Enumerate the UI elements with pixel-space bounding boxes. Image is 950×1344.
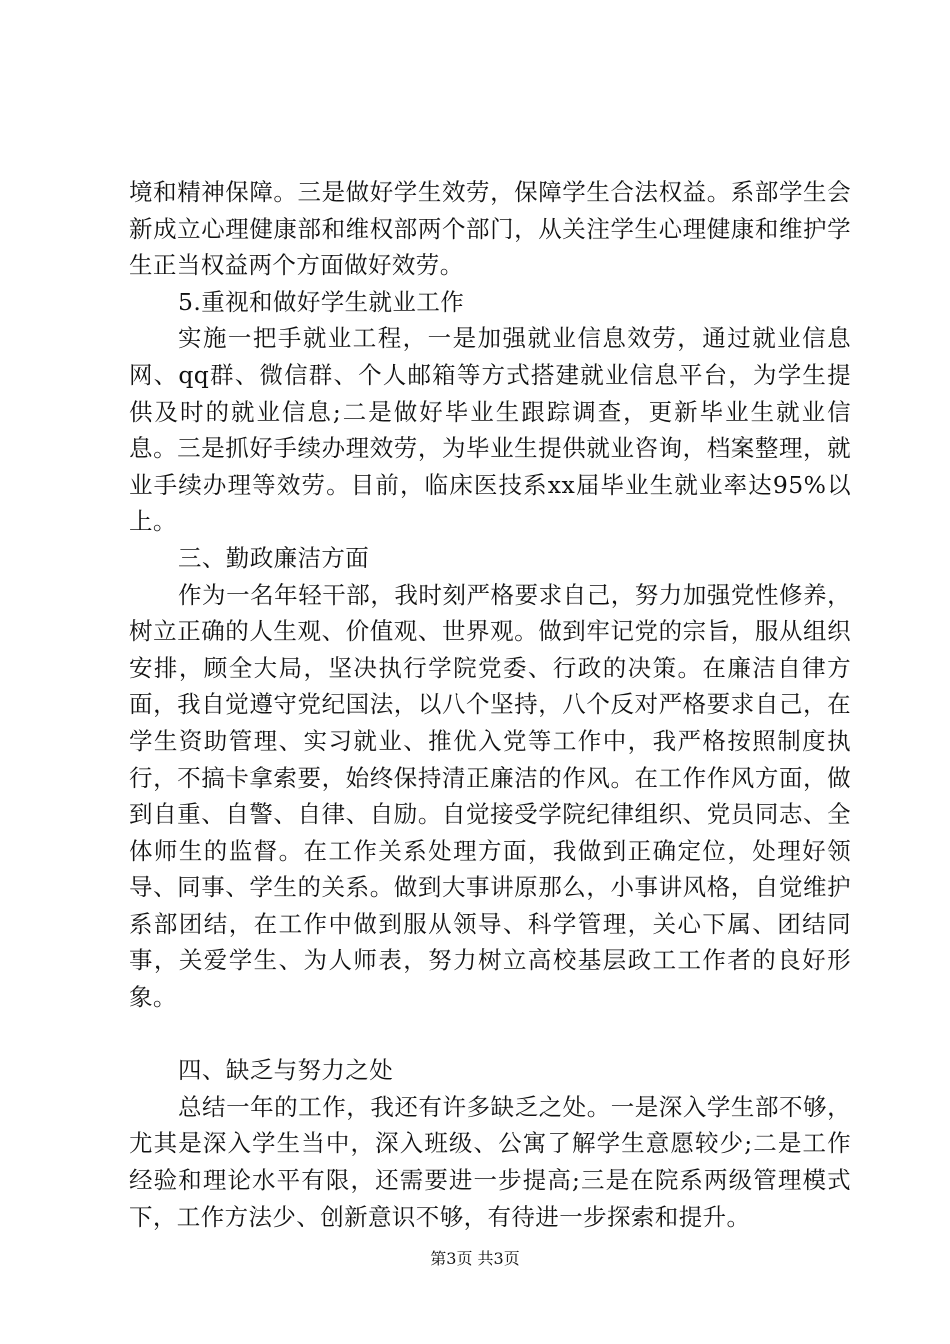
- section-heading-employment: 5.重视和做好学生就业工作: [178, 287, 465, 316]
- paragraph-continuation: 境和精神保障。三是做好学生效劳，保障学生合法权益。系部学生会新成立心理健康部和维权部两个部门，从关注学生心理健康和维护学生正当权益两个方面做好效劳。: [129, 178, 851, 280]
- page-footer: 第3页 共3页: [430, 1249, 520, 1268]
- section-heading-integrity: 三、勤政廉洁方面: [178, 543, 370, 572]
- paragraph-integrity: 作为一名年轻干部，我时刻严格要求自己，努力加强党性修养，树立正确的人生观、价值观、世界观。做到牢记党的宗旨，服从组织安排，顾全大局，坚决执行学院党委、行政的决策。在廉洁自律方面，我自觉遵守党纪国法，以八个坚持，八个反对严格要求自己，在学生资助管理、实习就业、推优入党等工作中，我严格按照制度执行，不搞卡拿索要，始终保持清正廉洁的作风。在工作作风方面，做到自重、自警、自律、自励。自觉接受学院纪律组织、党员同志、全体师生的监督。在工作关系处理方面，我做到正确定位，处理好领导、同事、学生的关系。做到大事讲原那么，小事讲风格，自觉维护系部团结，在工作中做到服从领导、科学管理，关心下属、团结同事，关爱学生、为人师表，努力树立高校基层政工工作者的良好形象。: [129, 580, 851, 1012]
- paragraph-shortcomings: 总结一年的工作，我还有许多缺乏之处。一是深入学生部不够，尤其是深入学生当中，深入班级、公寓了解学生意愿较少;二是工作经验和理论水平有限，还需要进一步提高;三是在院系两级管理模式下，工作方法少、创新意识不够，有待进一步探索和提升。: [129, 1092, 851, 1231]
- document-body: [129, 174, 851, 1235]
- paragraph-employment: 实施一把手就业工程，一是加强就业信息效劳，通过就业信息网、qq群、微信群、个人邮箱等方式搭建就业信息平台，为学生提供及时的就业信息;二是做好毕业生跟踪调查，更新毕业生就业信息。三是抓好手续办理效劳，为毕业生提供就业咨询，档案整理，就业手续办理等效劳。目前，临床医技系xx届毕业生就业率达95%以上。: [129, 324, 851, 536]
- section-heading-shortcomings: 四、缺乏与努力之处: [178, 1056, 394, 1085]
